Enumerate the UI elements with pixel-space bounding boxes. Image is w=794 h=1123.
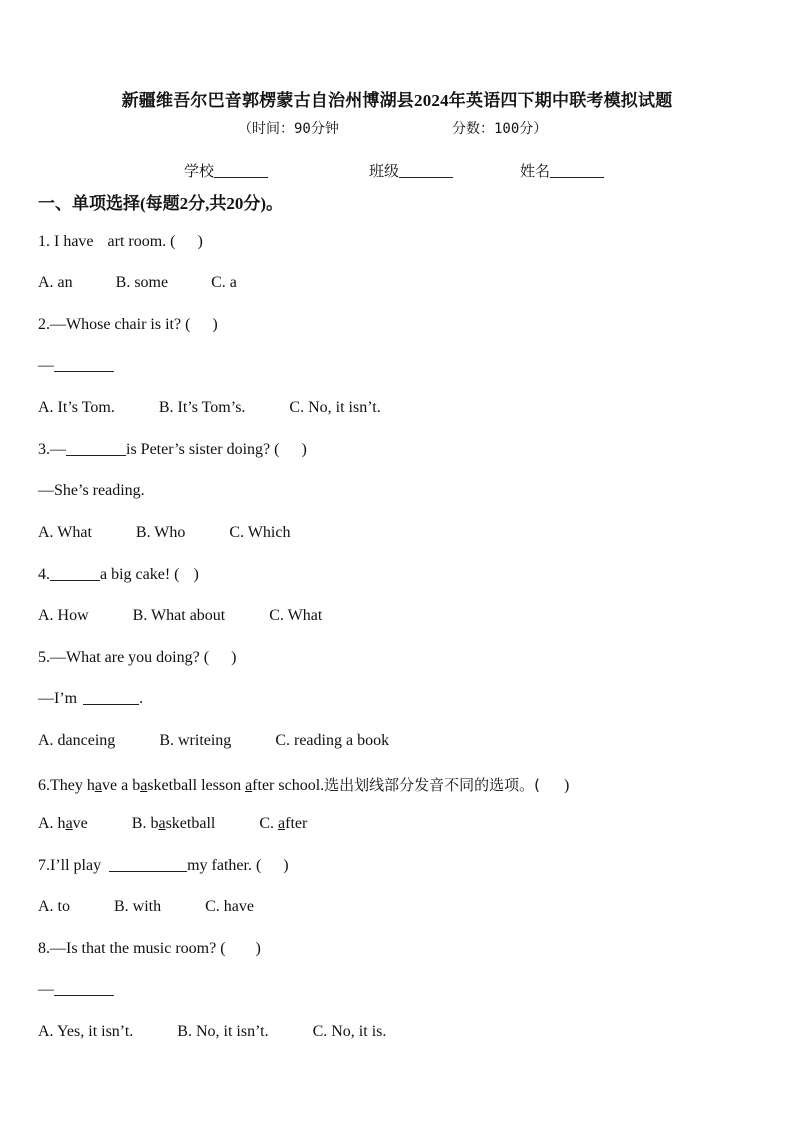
q4-blank [50,566,100,581]
q7-option-c: C. have [205,898,254,915]
q6-paren: ) [564,777,570,794]
q4-option-a: A. How [38,607,89,624]
q1-option-c: C. a [211,274,237,291]
q3-paren: ) [301,441,307,458]
q2-paren: ) [212,316,218,333]
name-field [520,160,604,181]
q8-option-b: B. No, it isn’t. [177,1023,269,1040]
q5-option-c: C. reading a book [275,732,390,749]
q5-options [38,732,389,750]
q6-options [38,815,307,833]
question-4 [38,566,199,584]
q3-option-c: C. Which [229,524,291,541]
q6-a-pre: A. h [38,815,66,832]
q6-underline-2: a [140,777,148,794]
q6-c-pre: C. [259,815,278,832]
q3-options [38,524,290,542]
q5-option-a: A. danceing [38,732,116,749]
q4-options [38,607,322,625]
q1-stem-b: art room. ( [107,233,176,250]
q6-option-b [132,815,216,833]
q8-stem: 8.—Is that the music room? ( [38,940,226,957]
q5-blank [83,690,139,705]
q6-part-1: 6.They h [38,777,95,794]
q8-options [38,1023,386,1041]
q2-options [38,399,381,417]
q6-part-2: ve a b [101,777,141,794]
q3-stem-b: is Peter’s sister doing? ( [126,441,280,458]
q2-option-b: B. It’s Tom’s. [158,399,246,416]
q8-reply [38,981,114,999]
q5-paren: ) [231,649,237,666]
q4-stem-b: a big cake! ( [100,566,180,583]
q2-option-a: A. It’s Tom. [38,399,115,416]
q3-stem-a: 3.— [38,441,66,458]
q5-reply-a: —I’m [38,690,78,707]
q5-reply [38,690,143,708]
q1-stem-a: 1. I have [38,233,94,250]
q8-paren: ) [255,940,261,957]
question-6 [38,774,569,795]
q6-b-underline: a [158,815,166,832]
q6-underline-1: a [94,777,102,794]
q8-option-c: C. No, it is. [312,1023,387,1040]
question-3 [38,441,307,459]
q6-part-4: fter school. [252,777,325,794]
school-label: 学校 [184,164,215,180]
q3-reply: —She’s reading. [38,482,145,499]
q4-option-b: B. What about [132,607,226,624]
exam-title: 新疆维吾尔巴音郭楞蒙古自治州博湖县2024年英语四下期中联考模拟试题 [121,91,673,110]
class-field [369,160,453,181]
question-7 [38,857,289,875]
q1-option-a: A. an [38,274,73,291]
name-label: 姓名 [520,164,551,180]
question-2 [38,316,218,334]
q6-a-underline: a [65,815,73,832]
school-blank [214,163,268,178]
q2-reply-dash: — [38,357,54,374]
exam-time: （时间：90分钟 [238,121,339,137]
q8-reply-blank [54,981,114,996]
q4-option-c: C. What [269,607,323,624]
q7-stem-a: 7.I’ll play [38,857,102,874]
q7-options [38,898,254,916]
q2-reply-blank [54,357,114,372]
q6-option-a [38,815,88,833]
name-blank [550,163,604,178]
q7-option-a: A. to [38,898,70,915]
q1-option-b: B. some [115,274,169,291]
q2-option-c: C. No, it isn’t. [289,399,381,416]
question-8 [38,940,261,958]
q5-option-b: B. writeing [159,732,232,749]
q6-c-underline: a [278,815,286,832]
q6-c-post: fter [285,815,308,832]
q1-options [38,274,237,292]
q6-b-pre: B. b [131,815,159,832]
q4-stem-a: 4. [38,566,50,583]
question-5 [38,649,236,667]
q7-blank [109,857,187,872]
question-1 [38,233,203,251]
q1-paren: ) [197,233,203,250]
q6-option-c [259,815,307,833]
section-heading: 一、单项选择(每题2分,共20分)。 [38,194,284,213]
q7-option-b: B. with [114,898,162,915]
class-blank [399,163,453,178]
q2-stem: 2.—Whose chair is it? ( [38,316,191,333]
q5-reply-b: . [139,690,144,707]
q7-stem-b: my father. ( [187,857,262,874]
exam-score: 分数：100分） [452,121,548,137]
school-field [184,160,268,181]
q8-reply-dash: — [38,981,54,998]
q6-b-post: sketball [165,815,216,832]
q6-underline-3: a [245,777,253,794]
q3-option-b: B. Who [135,524,186,541]
q2-reply [38,357,114,375]
q6-part-3: sketball lesson [147,777,246,794]
q6-instruction: 选出划线部分发音不同的选项。( [324,776,541,794]
q8-option-a: A. Yes, it isn’t. [38,1023,134,1040]
q6-a-post: ve [72,815,88,832]
q4-paren: ) [193,566,199,583]
q3-option-a: A. What [38,524,92,541]
class-label: 班级 [369,164,400,180]
q3-blank [66,441,126,456]
q5-stem: 5.—What are you doing? ( [38,649,210,666]
q7-paren: ) [283,857,289,874]
